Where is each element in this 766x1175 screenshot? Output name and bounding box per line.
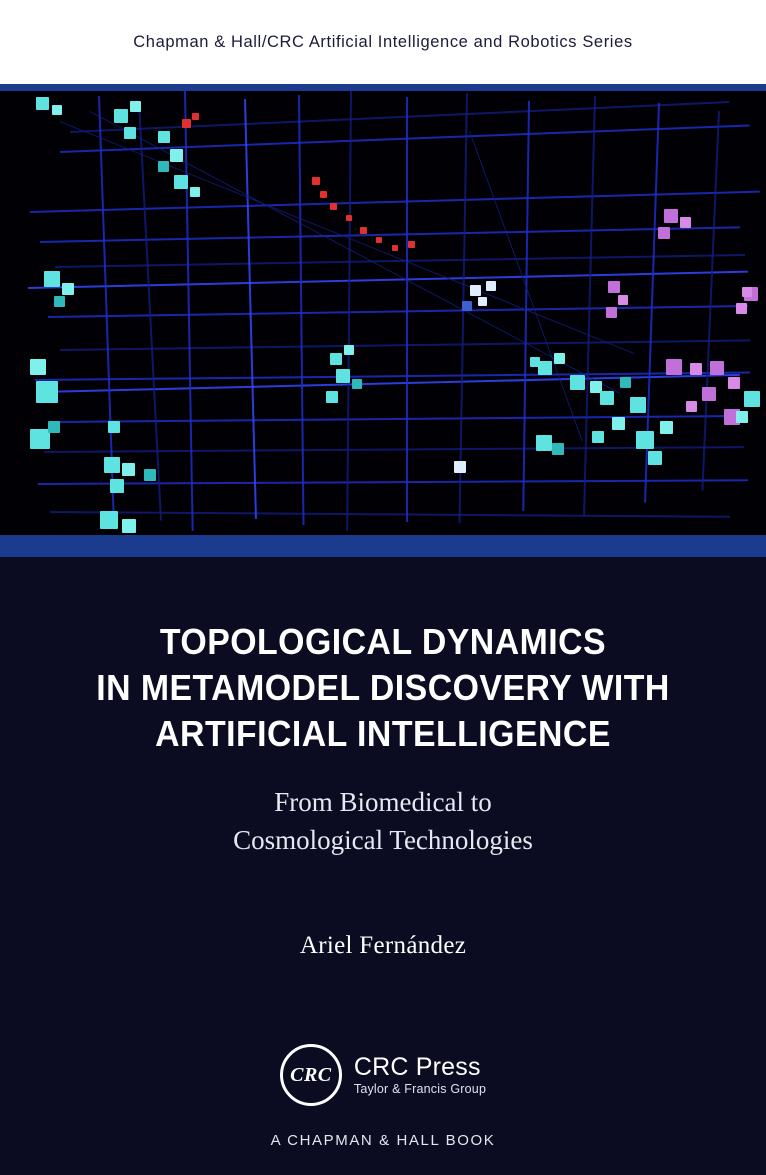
publisher-name: CRC Press <box>353 1052 481 1081</box>
book-title-line-2: IN METAMODEL DISCOVERY WITH <box>96 667 670 708</box>
book-subtitle-line-2: Cosmological Technologies <box>233 825 533 855</box>
series-title: Chapman & Hall/CRC Artificial Intelligence and Robotics Series <box>133 32 633 51</box>
publisher-logo-inner <box>280 1044 486 1106</box>
bottom-rule <box>0 535 766 557</box>
crc-mark-text: CRC <box>290 1063 332 1086</box>
book-title-line-3: ARTIFICIAL INTELLIGENCE <box>155 713 611 754</box>
series-band <box>0 0 766 84</box>
chapman-hall-footer: A CHAPMAN & HALL BOOK <box>270 1132 496 1149</box>
cover-lower-panel <box>0 557 766 1175</box>
cover-artwork <box>0 91 766 535</box>
artwork-canvas <box>0 91 766 535</box>
book-subtitle-line-1: From Biomedical to <box>274 787 492 817</box>
top-rule <box>0 84 766 91</box>
publisher-imprint: Taylor & Francis Group <box>353 1081 487 1096</box>
publisher-wordmark <box>354 1053 486 1098</box>
crc-roundel-icon <box>280 1044 342 1106</box>
book-title-line-1: TOPOLOGICAL DYNAMICS <box>159 621 607 662</box>
publisher-logo <box>0 1044 766 1106</box>
book-author: Ariel Fernández <box>299 932 467 959</box>
title-block <box>0 619 766 859</box>
